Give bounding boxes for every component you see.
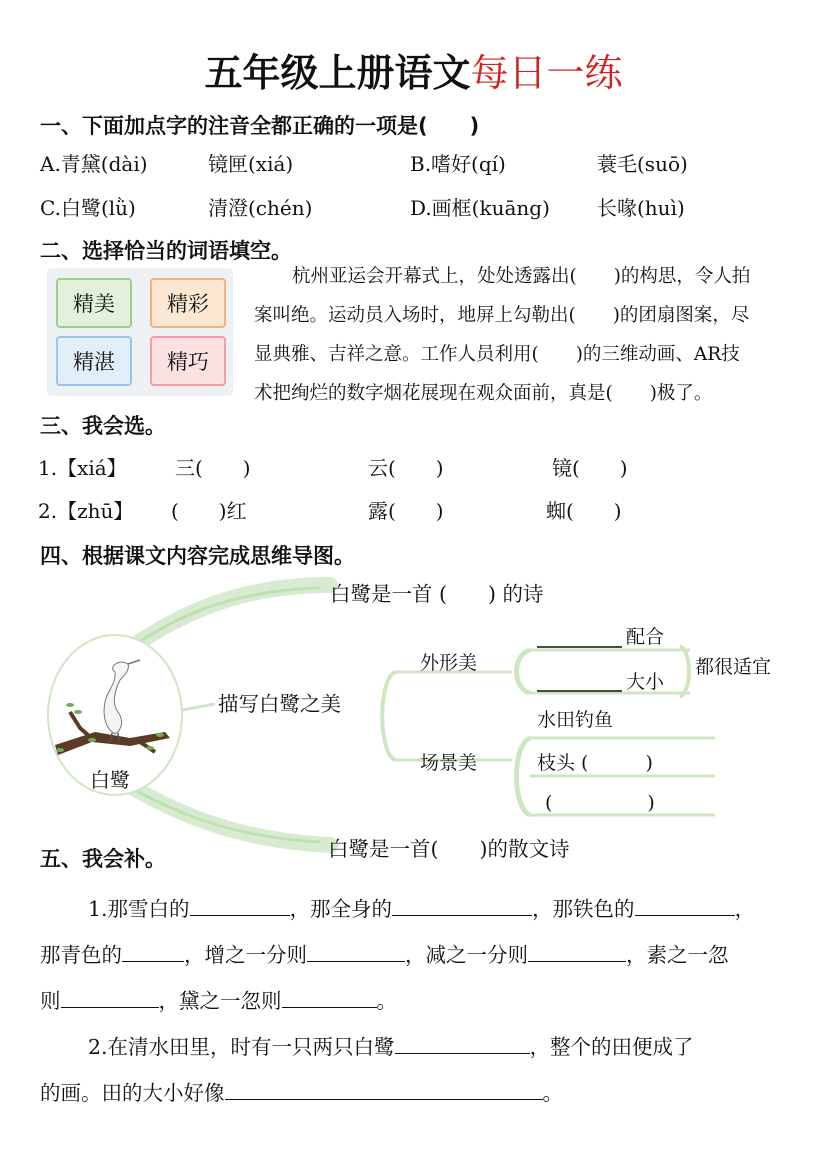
q5-s2-part1: 2.在清水田里，时有一只两只白鹭: [88, 1035, 395, 1059]
blank-9[interactable]: [395, 1033, 530, 1054]
mindmap-shiyi: 都很适宜: [695, 656, 772, 678]
bracket-main: [382, 672, 395, 760]
mindmap-shape: 外形美: [420, 652, 478, 674]
q5-s1-line2: [40, 938, 729, 968]
q3-row2-item3: 蜘( ): [546, 499, 622, 523]
mindmap-middle: 描写白鹭之美: [218, 692, 341, 716]
blank-4[interactable]: [122, 941, 184, 962]
q5-s1-part7: ，减之一分则: [405, 943, 528, 967]
mindmap-peihe: 配合: [626, 626, 665, 648]
q5-s1-part3: ，那铁色的: [532, 897, 635, 921]
q5-heading: 五、我会补。: [40, 847, 166, 871]
q5-s1-part8: ，素之一忽: [626, 943, 729, 967]
blank-5[interactable]: [307, 941, 405, 962]
blank-3[interactable]: [635, 895, 735, 916]
mindmap-bottom: 白鹭是一首( )的散文诗: [328, 837, 570, 861]
q2-passage-line4: 术把绚烂的数字烟花展现在观众面前，真是( )极了。: [254, 383, 713, 404]
blank-7[interactable]: [61, 987, 159, 1008]
word-box-jingzhan: 精湛: [56, 336, 132, 386]
blank-2[interactable]: [392, 895, 532, 916]
q5-s1-part5: 那青色的: [40, 943, 122, 967]
q1-option-d2: 长喙(huì): [597, 196, 685, 220]
word-box-jingmei: 精美: [56, 278, 132, 328]
q5-s2-line1: [88, 1030, 694, 1060]
q2-passage-line3: 显典雅、吉祥之意。工作人员利用( )的三维动画、AR技: [254, 344, 740, 365]
q5-s1-part4: ，: [734, 897, 756, 921]
q2-heading: 二、选择恰当的词语填空。: [40, 239, 292, 263]
mindmap-center-label: 白鹭: [90, 768, 130, 792]
mindmap-zhitou: 枝头 ( ): [537, 752, 653, 774]
q3-row1-label: 1.【xiá】: [38, 456, 127, 480]
q2-passage-line1: 杭州亚运会开幕式上，处处透露出( )的构思，令人拍: [292, 266, 751, 287]
word-box-jingcai: 精彩: [150, 278, 226, 328]
q3-row1-item3: 镜( ): [552, 456, 628, 480]
q1-option-b: B.嗜好(qí): [410, 152, 506, 176]
q5-s1-part9: 则: [40, 989, 61, 1013]
q5-s1-part10: ，黛之一忽则: [158, 989, 282, 1013]
mindmap-empty: ( ): [545, 792, 655, 814]
q3-row1-item2: 云( ): [368, 456, 444, 480]
q1-option-b2: 蓑毛(suō): [597, 152, 688, 176]
q5-s1-line3: [40, 984, 397, 1014]
q5-s1-part1: 1.那雪白的: [88, 897, 190, 921]
branch-top: [120, 585, 330, 655]
q3-heading: 三、我会选。: [40, 414, 166, 438]
q5-s2-part4: 。: [542, 1081, 563, 1105]
q5-s2-part3: 的画。田的大小好像: [40, 1081, 225, 1105]
q5-s1-part6: ，增之一分则: [184, 943, 307, 967]
q1-option-c: C.白鹭(lǜ): [40, 196, 136, 220]
mindmap-daxiao: 大小: [626, 671, 665, 693]
word-box-jingqiao: 精巧: [150, 336, 226, 386]
mindmap-scene: 场景美: [420, 752, 478, 774]
q2-passage-line2: 案叫绝。运动员入场时，地屏上勾勒出( )的团扇图案，尽: [254, 305, 750, 326]
q1-option-a2: 镜匣(xiá): [208, 152, 294, 176]
q1-option-d: D.画框(kuāng): [410, 196, 550, 220]
q5-s2-part2: ，整个的田便成了: [529, 1035, 694, 1059]
branch-bottom: [120, 780, 330, 845]
q3-row2-item2: 露( ): [368, 499, 444, 523]
mindmap-diaoyu: 水田钓鱼: [537, 709, 614, 731]
blank-8[interactable]: [282, 987, 377, 1008]
mindmap-top: 白鹭是一首 ( ) 的诗: [330, 582, 544, 606]
q1-option-a: A.青黛(dài): [40, 152, 148, 176]
q3-row1-item1: 三( ): [175, 456, 251, 480]
q5-s2-line2: [40, 1076, 563, 1106]
blank-10[interactable]: [225, 1079, 543, 1100]
q5-s1-part2: ，那全身的: [289, 897, 393, 921]
q3-row2-item1: ( )红: [171, 499, 247, 523]
q5-s1-part11: 。: [376, 989, 397, 1013]
title-black: 五年级上册语文: [204, 51, 471, 95]
q3-row2-label: 2.【zhū】: [38, 499, 134, 523]
q1-option-c2: 清澄(chén): [208, 196, 313, 220]
q1-heading: 一、下面加点字的注音全都正确的一项是( ): [40, 114, 480, 138]
blank-6[interactable]: [528, 941, 626, 962]
q5-s1-line1: [88, 892, 755, 922]
title-red: 每日一练: [470, 51, 623, 95]
blank-1[interactable]: [190, 895, 290, 916]
q4-heading: 四、根据课文内容完成思维导图。: [40, 544, 355, 568]
